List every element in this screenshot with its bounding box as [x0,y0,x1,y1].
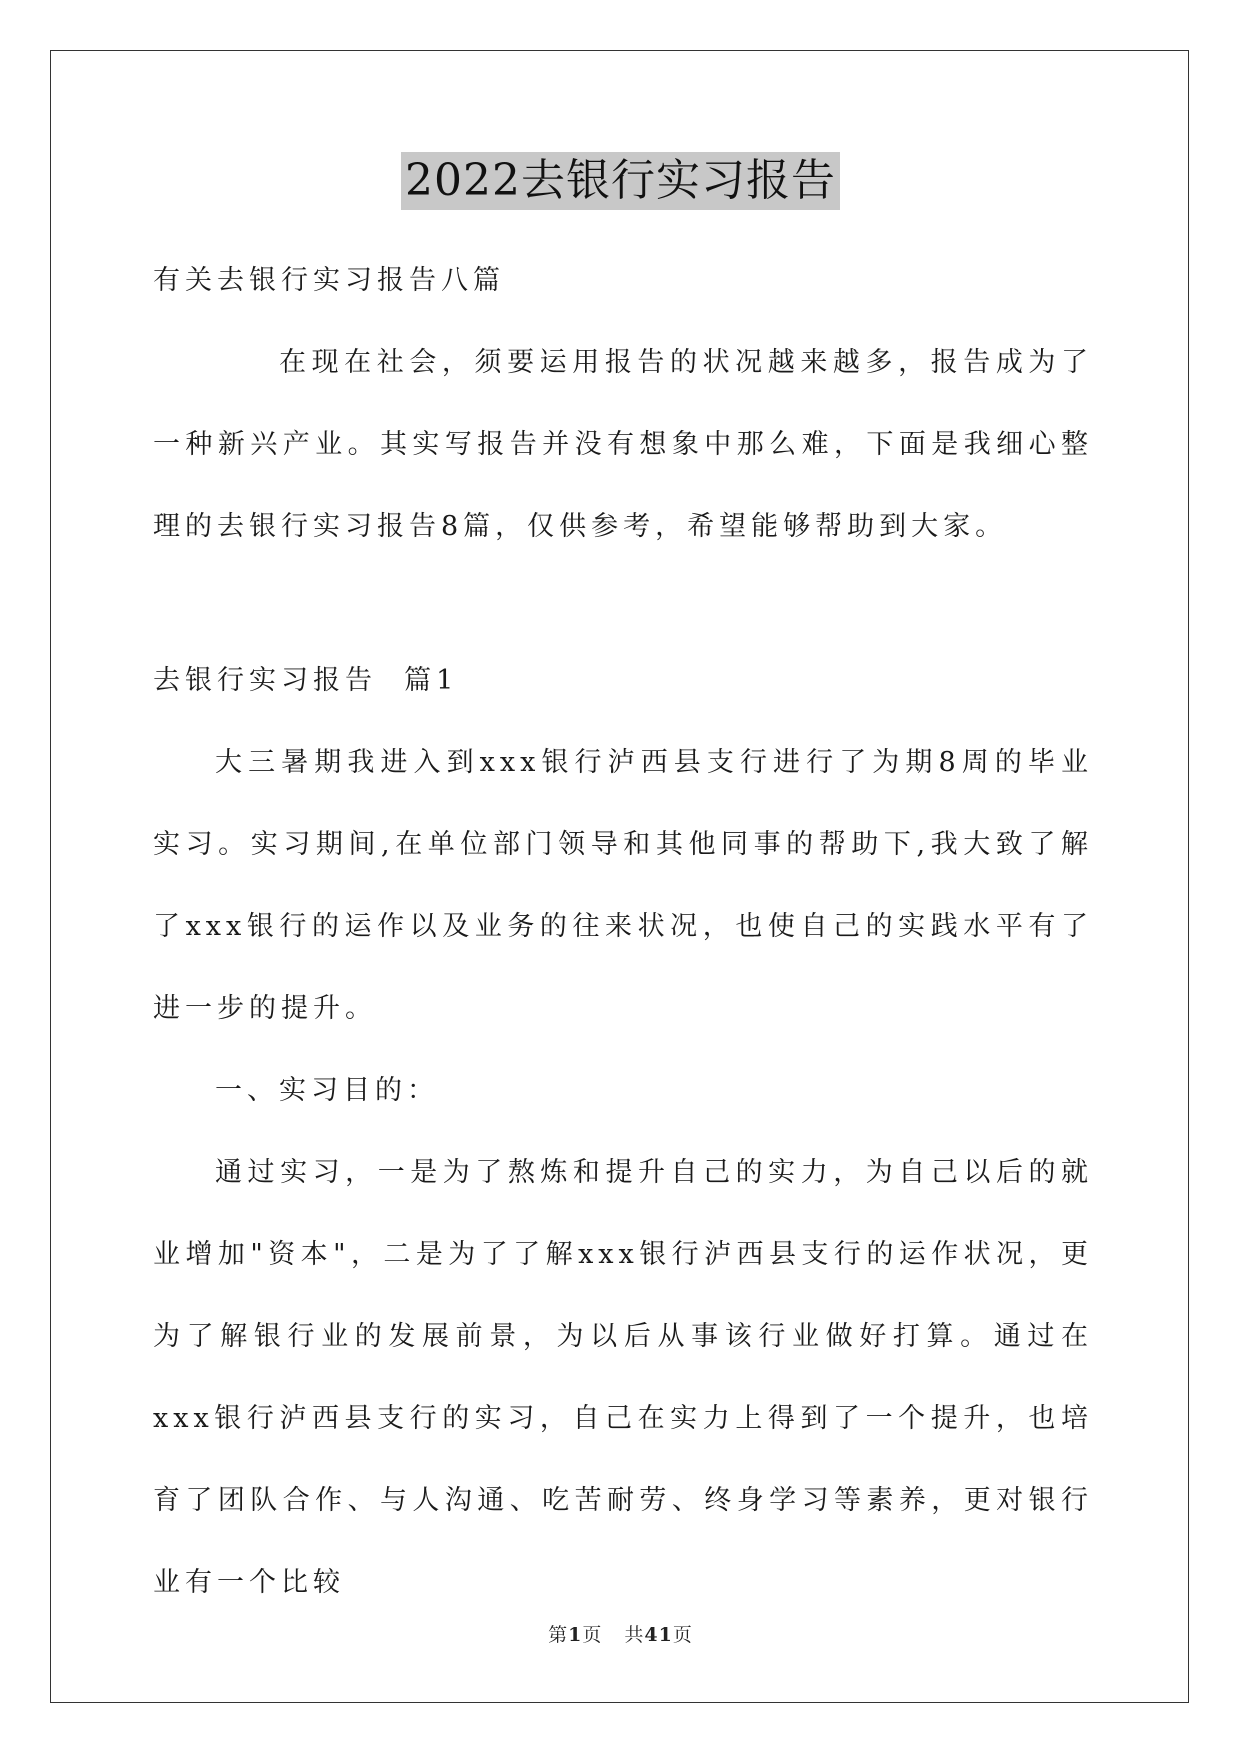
spacer [153,568,1093,640]
body-paragraph-2: 通过实习，一是为了熬炼和提升自己的实力，为自己以后的就业增加"资本"，二是为了了解xxx银行泸西县支行的运作状况，更为了解银行业的发展前景，为以后从事该行业做好打算。通过在xxx银行泸西县支行的实习，自己在实力上得到了一个提升，也培育了团队合作、与人沟通、吃苦耐劳、终身学习等素养，更对银行业有一个比较 [153,1157,1093,1598]
intro-paragraph: 在现在社会，须要运用报告的状况越来越多，报告成为了一种新兴产业。其实写报告并没有想象中那么难，下面是我细心整理的去银行实习报告8篇，仅供参考，希望能够帮助到大家。 [153,347,1093,542]
document-subtitle: 有关去银行实习报告八篇 [153,265,505,296]
page-total: 41 [644,1624,673,1646]
page-footer [0,1620,1241,1647]
subheading-purpose: 一、实习目的： [215,1075,439,1106]
total-suffix: 页 [672,1624,693,1646]
section-heading: 去银行实习报告 篇1 [153,665,459,696]
document-body [153,240,1093,1624]
body-paragraph-1: 大三暑期我进入到xxx银行泸西县支行进行了为期8周的毕业实习。实习期间,在单位部门领导和其他同事的帮助下,我大致了解了xxx银行的运作以及业务的往来状况，也使自己的实践水平有了进一步的提升。 [153,747,1093,1024]
total-prefix: 共 [624,1624,645,1646]
page-suffix: 页 [582,1624,603,1646]
title-container [0,152,1241,210]
document-title: 2022去银行实习报告 [401,152,840,210]
page-number: 1 [568,1624,583,1646]
page-prefix: 第 [548,1624,569,1646]
